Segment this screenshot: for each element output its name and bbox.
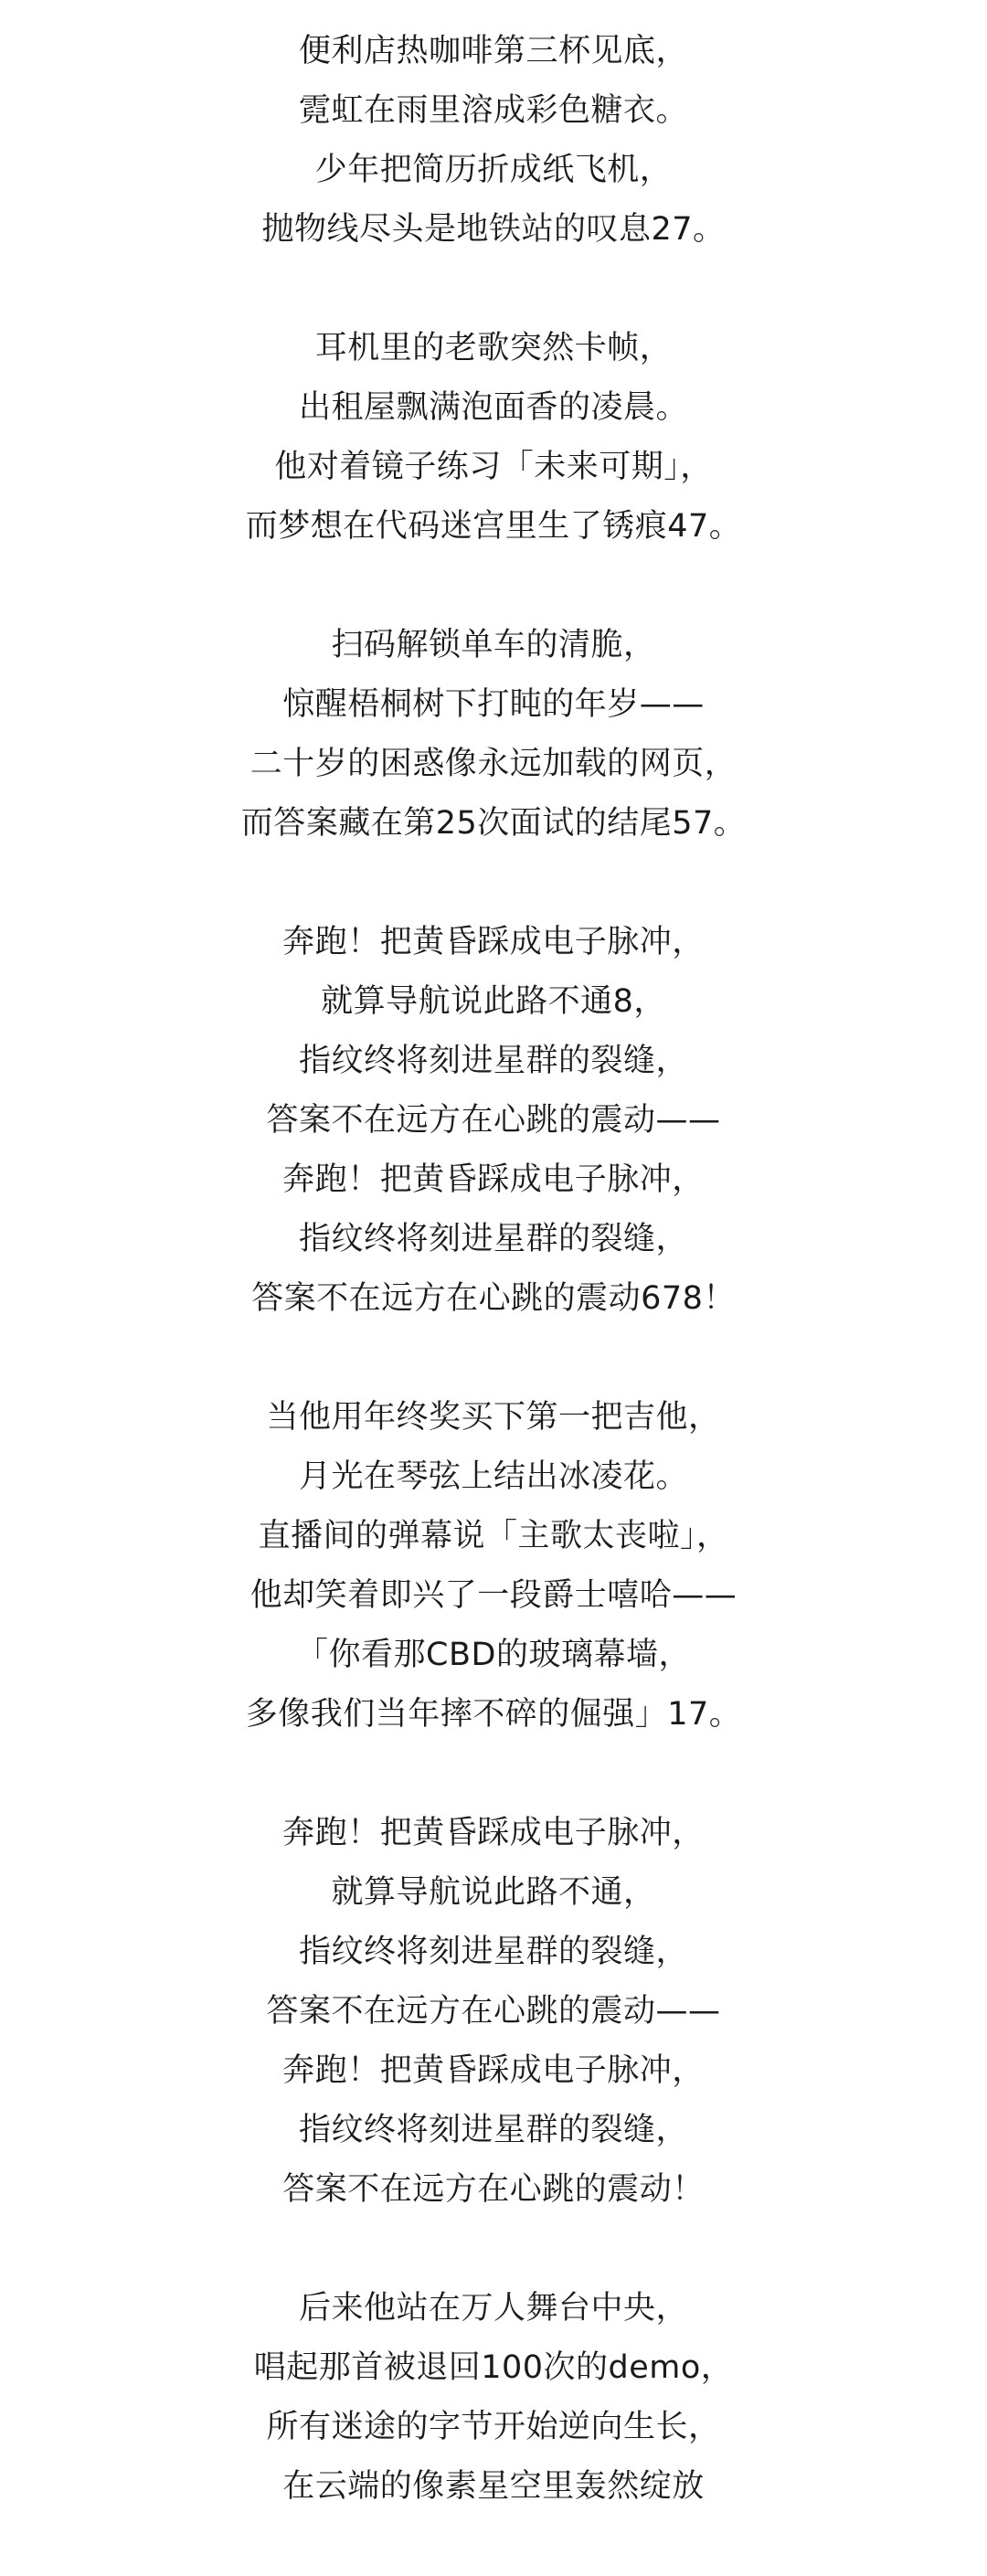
poem-line: 奔跑！把黄昏踩成电子脉冲， [282, 1815, 705, 1851]
poem-line: 答案不在远方在心跳的震动678！ [251, 1280, 736, 1317]
poem-line: 奔跑！把黄昏踩成电子脉冲， [282, 1161, 705, 1198]
poem-line: 当他用年终奖买下第一把吉他， [266, 1399, 721, 1436]
poem-line: 月光在琴弦上结出冰凌花。 [298, 1458, 688, 1495]
poem-line: 指纹终将刻进星群的裂缝， [298, 1043, 688, 1079]
stanza-4-chorus [0, 913, 987, 1329]
poem-line: 答案不在远方在心跳的震动—— [266, 1993, 721, 2030]
poem-line: 直播间的弹幕说「主歌太丧啦」， [258, 1518, 729, 1554]
poem-line: 少年把简历折成纸飞机， [314, 152, 673, 188]
poem-line: 就算导航说此路不通， [331, 1874, 656, 1911]
poem-line: 答案不在远方在心跳的震动—— [266, 1102, 721, 1139]
poem-line: 霓虹在雨里溶成彩色糖衣。 [298, 92, 688, 129]
stanza-6-chorus [0, 1804, 987, 2220]
poem-line: 答案不在远方在心跳的震动！ [282, 2171, 705, 2208]
stanza-1 [0, 22, 987, 260]
poem-line: 指纹终将刻进星群的裂缝， [298, 2112, 688, 2148]
poem-line: 多像我们当年摔不碎的倔强」17。 [245, 1696, 742, 1733]
poem-line: 指纹终将刻进星群的裂缝， [298, 1934, 688, 1970]
poem-line: 他却笑着即兴了一段爵士嘻哈—— [249, 1577, 738, 1614]
poem-line: 所有迷途的字节开始逆向生长， [266, 2409, 721, 2445]
poem-line: 耳机里的老歌突然卡帧， [314, 330, 673, 366]
poem-line: 他对着镜子练习「未来可期」， [274, 449, 713, 485]
poem-line: 就算导航说此路不通8， [321, 983, 666, 1020]
stanza-7 [0, 2279, 987, 2517]
stanza-5 [0, 1388, 987, 1744]
poem-line: 抛物线尽头是地铁站的叹息27。 [261, 211, 726, 248]
poem-line: 奔跑！把黄昏踩成电子脉冲， [282, 2052, 705, 2089]
poem-line: 便利店热咖啡第三杯见底， [298, 33, 688, 69]
poem-line: 唱起那首被退回100次的demo， [253, 2349, 734, 2386]
poem-line: 在云端的像素星空里轰然绽放 [282, 2468, 705, 2505]
stanza-3 [0, 616, 987, 853]
poem-line: 惊醒梧桐树下打盹的年岁—— [282, 686, 705, 723]
poem-line: 后来他站在万人舞台中央， [298, 2290, 688, 2327]
poem-line: 而答案藏在第25次面试的结尾57。 [240, 805, 747, 842]
poem-text [0, 22, 987, 2576]
poem-line: 扫码解锁单车的清脆， [331, 627, 656, 663]
poem-line: 奔跑！把黄昏踩成电子脉冲， [282, 924, 705, 960]
stanza-2 [0, 319, 987, 557]
poem-line: 而梦想在代码迷宫里生了锈痕47。 [245, 508, 742, 545]
poem-line: 出租屋飘满泡面香的凌晨。 [298, 389, 688, 426]
poem-line: 二十岁的困惑像永远加载的网页， [249, 746, 738, 782]
poem-line: 指纹终将刻进星群的裂缝， [298, 1221, 688, 1257]
poem-line: 「你看那CBD的玻璃幕墙， [296, 1637, 691, 1673]
